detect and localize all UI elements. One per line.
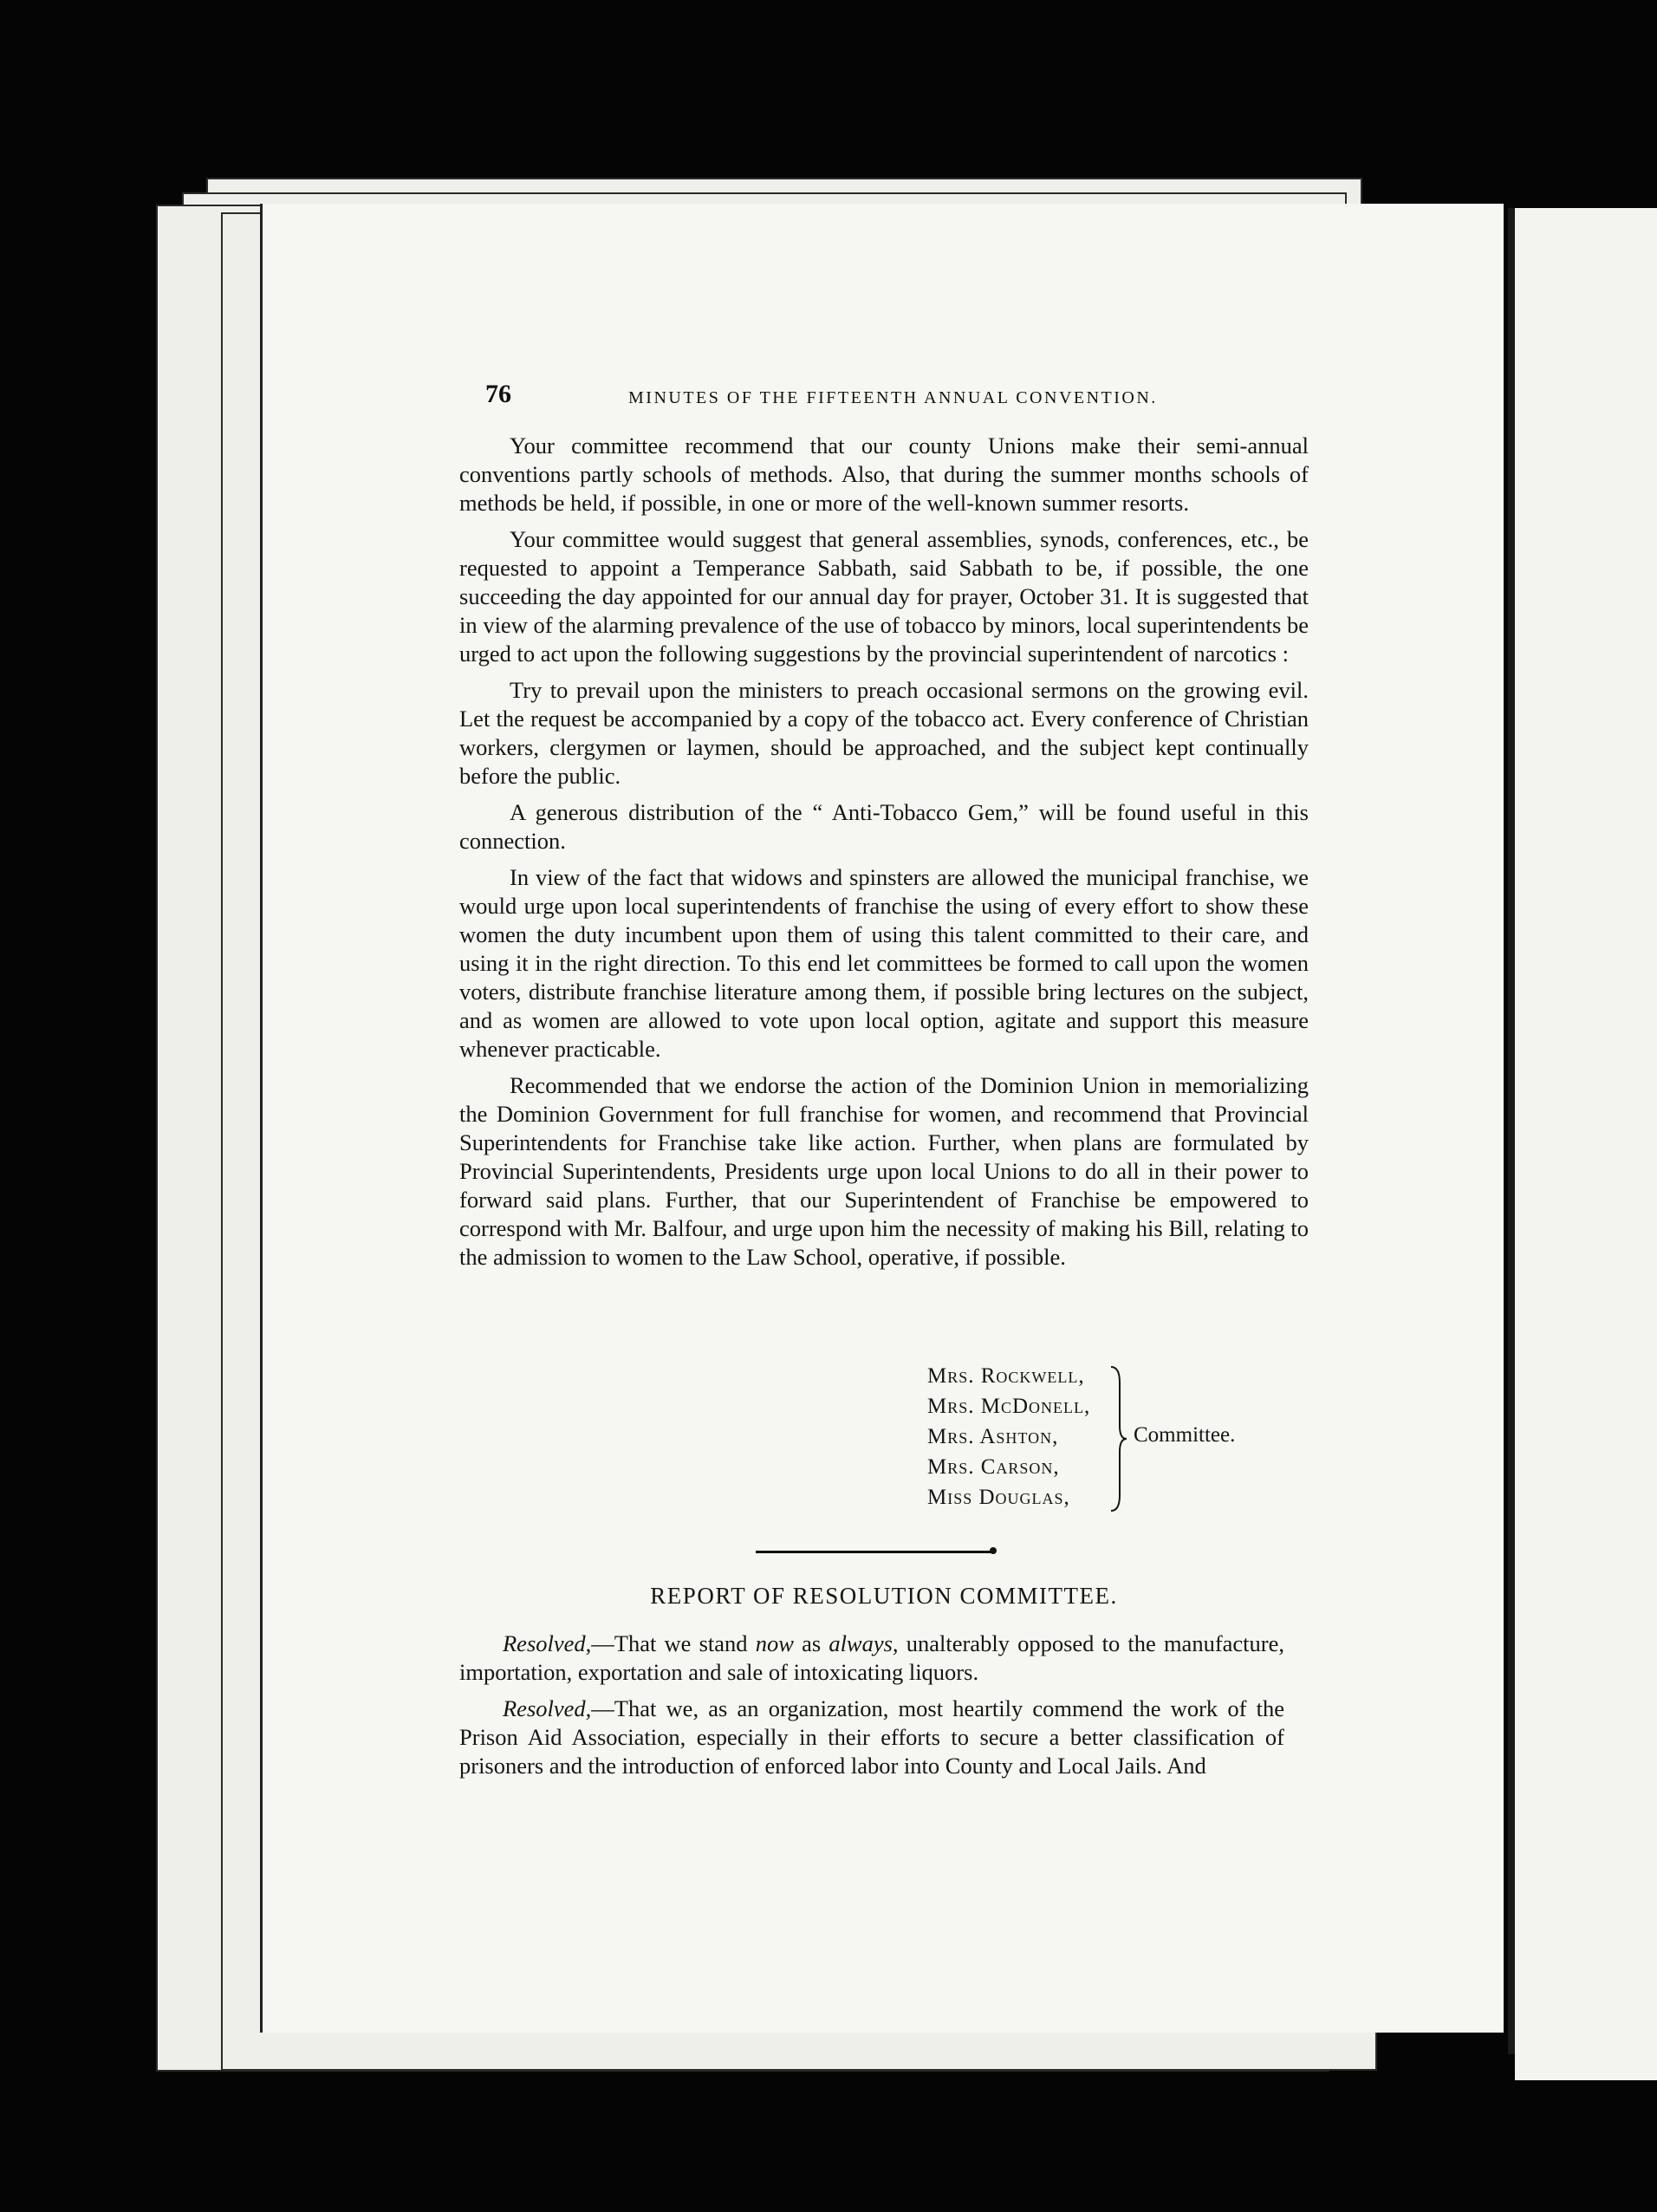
- resolutions: [459, 1630, 1284, 1788]
- paragraph: Your committee would suggest that general assemblies, synods, conferences, etc., be requested to appoint a Temperance Sabbath, said Sabbath to be, if possible, the one succeeding the day appointed for our annual day for prayer, October 31. It is suggested that in view of the alarming prevalence of the use of tobacco by minors, local superintendents be urged to act upon the following suggestions by the provincial superintendent of narcotics :: [459, 526, 1309, 667]
- report-title: REPORT OF RESOLUTION COMMITTEE.: [650, 1583, 1118, 1609]
- facing-page-edge: [1515, 208, 1657, 2080]
- paragraph: Try to prevail upon the ministers to preach occasional sermons on the growing evil. Let the request be accompanied by a copy of the tobacco act. Every conference of Christian workers, clergymen or laymen, should be approached, and the subject kept continually before the public.: [459, 677, 1309, 789]
- running-head: MINUTES OF THE FIFTEENTH ANNUAL CONVENTION.: [628, 388, 1158, 407]
- resolution-emphasis: now: [755, 1630, 794, 1656]
- page-header: [485, 380, 1300, 414]
- book-spine: [1508, 208, 1515, 2054]
- resolution: [459, 1630, 1284, 1687]
- divider-ornament: [990, 1547, 997, 1554]
- committee-member: Mrs. Ashton,: [927, 1425, 1059, 1448]
- page-number: 76: [485, 380, 511, 408]
- brace-icon: [1109, 1365, 1127, 1513]
- resolution-lead: Resolved,: [503, 1695, 592, 1721]
- committee-member: Mrs. Carson,: [927, 1455, 1060, 1479]
- resolution-text: as: [793, 1630, 829, 1656]
- section-divider: [756, 1551, 995, 1553]
- resolution-emphasis: always,: [828, 1630, 899, 1656]
- committee-member: Mrs. Rockwell,: [927, 1364, 1085, 1388]
- committee-member: Miss Douglas,: [927, 1486, 1070, 1509]
- resolution-text: —That we stand: [591, 1630, 756, 1656]
- resolution-lead: Resolved,: [503, 1630, 592, 1656]
- paragraph: A generous distribution of the “ Anti-Tobacco Gem,” will be found useful in this connection.: [459, 799, 1309, 854]
- resolution-text: —That we, as an organization, most heartily commend the work of the Prison Aid Association, especially in their efforts to secure a better classification of prisoners and the introduction of enforced labor into County and Local Jails. And: [459, 1695, 1284, 1779]
- body-text: [459, 432, 1309, 1279]
- committee-label: Committee.: [1134, 1423, 1236, 1447]
- paragraph: Your committee recommend that our county Unions make their semi-annual conventions partly schools of methods. Also, that during the summer months schools of methods be held, if possible, in one or more of the well-known summer resorts.: [459, 433, 1309, 516]
- paragraph: In view of the fact that widows and spinsters are allowed the municipal franchise, we would urge upon local superintendents of franchise the using of every effort to show these women the duty incumbent upon them of using this talent committed to their care, and using it in the right direction. To this end let committees be formed to call upon the women voters, distribute franchise literature among them, if possible bring lectures on the subject, and as women are allowed to vote upon local option, agitate and support this measure whenever practicable.: [459, 864, 1309, 1062]
- paragraph: Recommended that we endorse the action of the Dominion Union in memorializing the Dominion Government for full franchise for women, and recommend that Provincial Superintendents for Franchise take like action. Further, when plans are formulated by Provincial Superintendents, Presidents urge upon local Unions to do all in their power to forward said plans. Further, that our Superintendent of Franchise be empowered to correspond with Mr. Balfour, and urge upon him the necessity of making his Bill, relating to the admission to women to the Law School, operative, if possible.: [459, 1072, 1309, 1270]
- committee-member: Mrs. McDonell,: [927, 1395, 1091, 1418]
- resolution-text: unalterably opposed to the manufacture, importation, exportation and sale of intoxicating liquors.: [459, 1630, 1284, 1685]
- resolution: [459, 1695, 1284, 1780]
